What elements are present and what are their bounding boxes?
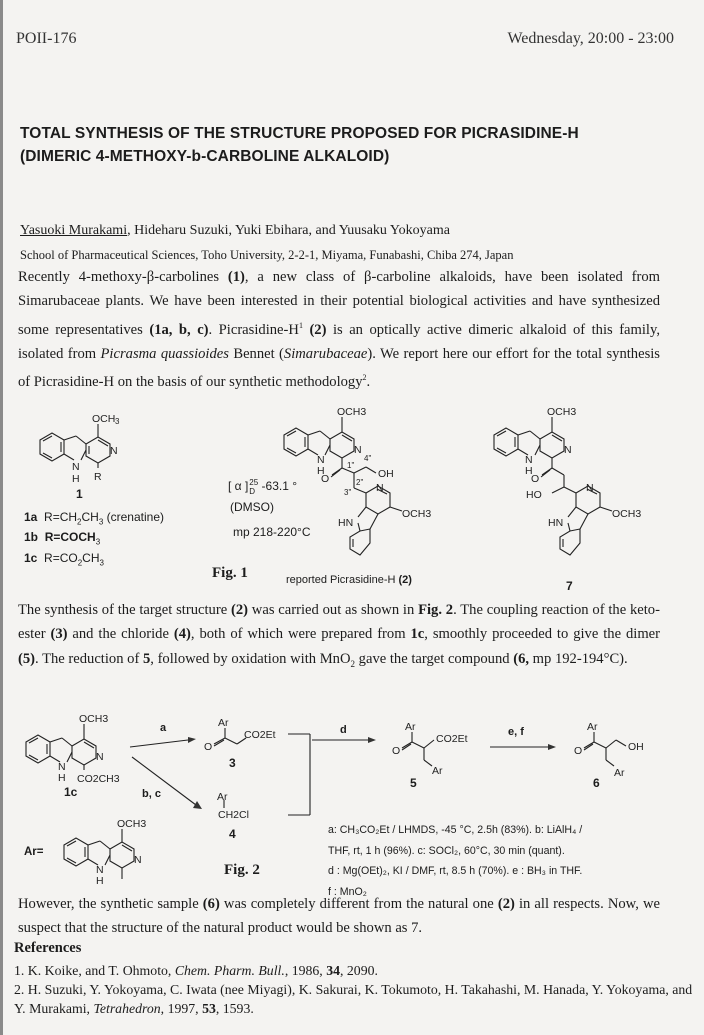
svg-text:O: O [574,745,583,757]
synthesis-paragraph: The synthesis of the target structure (2) was carried out as shown in Fig. 2. The coupling reaction of the keto-ester (3) and the chloride (4), both of which were prepared from 1c, smoothly proceeded to give the dimer (5). The reduction of 5, followed by oxidation with MnO$_2$ gave the target compound (6, mp 192-194°C). [18,602,661,669]
reference-item: 2. H. Suzuki, Y. Yokoyama, C. Iwata (nee Miyagi), K. Sakurai, K. Tokumoto, H. Takahashi, M. Hanada, Y. Yokoyama, and Y. Murakami, Tetrahedron, 1997, 53, 1593. [14,982,693,1016]
svg-text:HN: HN [338,517,354,529]
figure-1-caption: Fig. 1 [212,565,248,581]
svg-text:1": 1" [347,461,355,470]
svg-text:CO2Et: CO2Et [436,733,468,745]
svg-text:N: N [58,761,66,773]
svg-text:OCH3: OCH3 [79,713,109,725]
conditions-line: d : Mg(OEt)₂, KI / DMF, rt, 8.5 h (70%). e : BH₃ in THF. [328,865,583,877]
svg-text:Ar: Ar [614,767,625,779]
figure-2-caption: Fig. 2 [224,862,260,878]
reagent-a: a [160,722,167,734]
svg-text:N: N [354,444,362,456]
svg-text:N: N [96,751,104,763]
svg-text:R: R [94,471,102,483]
compound-7-label: 7 [566,579,573,593]
svg-text:O: O [204,741,213,753]
svg-text:HO: HO [526,489,542,501]
svg-text:Ar: Ar [587,721,598,733]
svg-text:N: N [376,482,384,494]
svg-text:N: N [110,445,118,457]
compound-3-label: 3 [229,756,236,770]
svg-text:CH2Cl: CH2Cl [218,809,249,821]
session-time: Wednesday, 20:00 - 23:00 [507,30,674,47]
svg-text:H: H [525,465,533,477]
svg-text:H: H [72,473,80,485]
reagent-b-c: b, c [142,788,161,800]
svg-text:OCH3: OCH3 [402,508,432,520]
co-authors: , Hideharu Suzuki, Yuki Ebihara, and Yuusaku Yokoyama [127,223,450,238]
svg-text:OCH3: OCH3 [117,818,147,830]
svg-text:H: H [58,772,66,784]
svg-text:H: H [96,875,104,887]
svg-text:N: N [134,854,142,866]
reagent-e-f: e, f [508,726,524,738]
svg-text:CO2CH3: CO2CH3 [77,773,120,785]
compound-1a-definition: 1a $R=CH_2CH_3$ (crenatine) [24,510,164,527]
presenting-author: Yasuoki Murakami [20,223,128,238]
compound-6-label: 6 [593,776,600,790]
svg-text:Ar: Ar [405,721,416,733]
conditions-line: a: CH₃CO₂Et / LHMDS, -45 °C, 2.5h (83%). b: LiAlH₄ / [328,824,583,836]
ar-definition-label: Ar= [24,846,44,858]
compound-4-label: 4 [229,827,236,841]
conditions-line: f : MnO₂ [328,885,367,898]
title-line-2: (DIMERIC 4-METHOXY-b-CARBOLINE ALKALOID) [20,148,390,165]
svg-text:N: N [564,444,572,456]
svg-text:Ar: Ar [218,717,229,729]
compound-1c-definition: 1c $R=CO_2CH_3$ [24,551,104,568]
reference-item: 1. K. Koike, and T. Ohmoto, Chem. Pharm. Bull., 1986, 34, 2090. [14,963,378,978]
compound-5-label: 5 [410,776,417,790]
svg-text:OCH3: OCH3 [612,508,642,520]
svg-text:CO2Et: CO2Et [244,729,276,741]
references-heading: References [14,940,82,956]
compound-2-caption: reported Picrasidine-H (2) [286,574,412,586]
svg-text:N: N [72,461,80,473]
svg-text:3: 3 [115,417,120,426]
svg-text:2": 2" [356,478,364,487]
svg-text:N: N [525,454,533,466]
svg-text:OH: OH [628,741,644,753]
intro-paragraph: Recently 4-methoxy-β-carbolines (1), a new class of β-carboline alkaloids, have been isolated from Simarubaceae plants. We have been interested in their potential biological activities and have synthesized some representatives (1a, b, c). Picrasidine-$H^1$ (2) is an optically active dimeric alkaloid of this family, isolated from Picrasma quassioides Bennet (Simarubaceae). We report here our effort for the total synthesis of Picrasidine-H on the basis of our synthetic methodology$^2$. [18,269,660,390]
reagent-d: d [340,724,347,736]
svg-text:O: O [531,473,540,485]
svg-text:OCH3: OCH3 [337,406,367,418]
svg-text:O: O [392,745,401,757]
rotation-solvent: (DMSO) [230,500,274,514]
affiliation: School of Pharmaceutical Sciences, Toho University, 2-2-1, Miyama, Funabashi, Chiba 274, Japan [20,248,514,262]
conditions-line: THF, rt, 1 h (96%). c: SOCl₂, 60°C, 30 min (quant). [328,844,565,857]
svg-text:N: N [586,482,594,494]
svg-text:OH: OH [378,468,394,480]
conclusion-paragraph: However, the synthetic sample (6) was completely different from the natural one (2) in all respects. Now, we suspect that the structure of the natural product would be shown as 7. [18,896,661,937]
svg-text:O: O [321,473,330,485]
compound-1b-definition: 1b $R=COCH_3$ [24,530,101,547]
compound-1c-label: 1c [64,785,78,799]
compound-1-label: 1 [76,487,83,501]
svg-text:N: N [96,864,104,876]
svg-text:OCH3: OCH3 [547,406,577,418]
svg-text:Ar: Ar [217,791,228,803]
svg-text:OCH: OCH [92,413,116,425]
svg-text:Ar: Ar [432,765,443,777]
session-code: POII-176 [16,30,77,47]
reaction-conditions [328,820,698,902]
svg-text:HN: HN [548,517,564,529]
svg-text:4": 4" [364,454,372,463]
svg-text:H: H [317,465,325,477]
svg-text:3": 3" [344,488,352,497]
optical-rotation: [ α ] 25 D -63.1 ° [228,478,298,496]
title-line-1: TOTAL SYNTHESIS OF THE STRUCTURE PROPOSED FOR PICRASIDINE-H [20,125,579,142]
compound-2-melting-point: mp 218-220°C [233,525,311,539]
svg-text:N: N [317,454,325,466]
ar-group-structure [60,815,170,890]
